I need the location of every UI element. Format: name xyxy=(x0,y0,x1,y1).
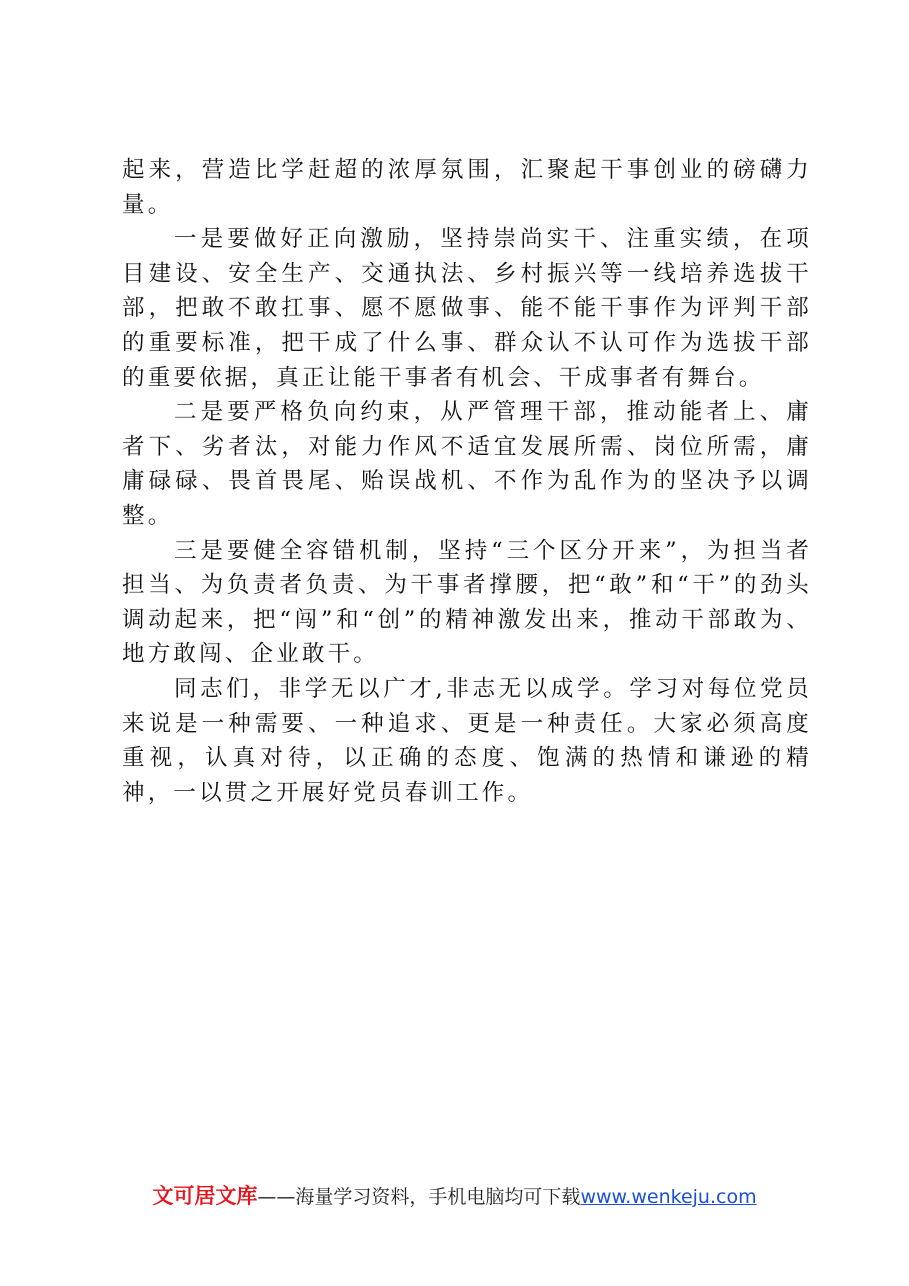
footer-brand: 文可居文库 xyxy=(152,1184,258,1208)
document-body xyxy=(122,153,812,810)
footer-link[interactable]: www.wenkeju.com xyxy=(580,1186,757,1208)
paragraph-4: 三是要健全容错机制，坚持“三个区分开来”，为担当者担当、为负责者负责、为干事者撑腰，把“敢”和“干”的劲头调动起来，把“闯”和“创”的精神激发出来，推动干部敢为、地方敢闯、企业敢干。 xyxy=(122,537,812,668)
footer-tagline: ——海量学习资料，手机电脑均可下载 xyxy=(257,1186,581,1208)
paragraph-5: 同志们，非学无以广才,非志无以成学。学习对每位党员来说是一种需要、一种追求、更是一种责任。大家必须高度重视，认真对待，以正确的态度、饱满的热情和谦逊的精神，一以贯之开展好党员春训工作。 xyxy=(122,675,812,806)
paragraph-3: 二是要严格负向约束，从严管理干部，推动能者上、庸者下、劣者汰，对能力作风不适宜发展所需、岗位所需，庸庸碌碌、畏首畏尾、贻误战机、不作为乱作为的坚决予以调整。 xyxy=(122,399,812,529)
footer-banner xyxy=(0,1182,909,1211)
paragraph-2: 一是要做好正向激励，坚持崇尚实干、注重实绩，在项目建设、安全生产、交通执法、乡村振兴等一线培养选拔干部，把敢不敢扛事、愿不愿做事、能不能干事作为评判干部的重要标准，把干成了什么事、群众认不认可作为选拔干部的重要依据，真正让能干事者有机会、干成事者有舞台。 xyxy=(122,226,812,391)
paragraph-1: 起来，营造比学赶超的浓厚氛围，汇聚起干事创业的磅礴力量。 xyxy=(122,157,812,218)
